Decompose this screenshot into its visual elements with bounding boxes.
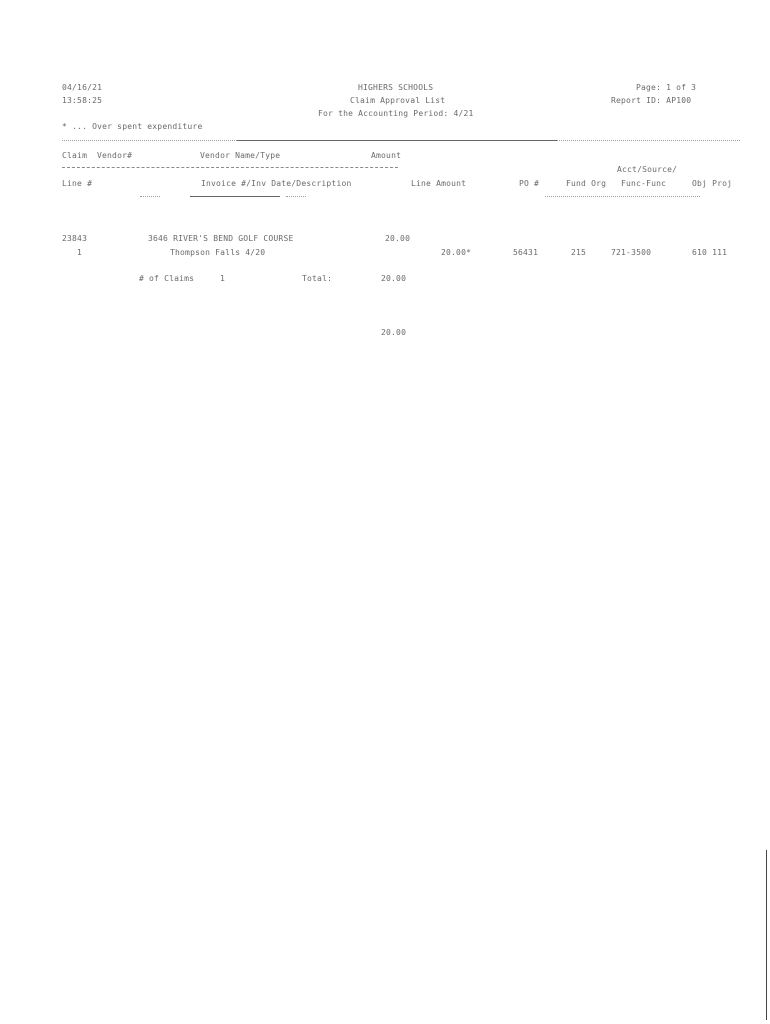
col-header-amount: Amount [371,151,402,160]
col-header-po: PO # [519,179,540,188]
report-title: Claim Approval List [350,96,446,105]
col-header-claim: Claim [62,151,88,160]
organization-name: HIGHERS SCHOOLS [358,83,434,92]
claims-count-label: # of Claims [139,274,195,283]
report-date: 04/16/21 [62,83,103,92]
line-fund: 215 [571,248,587,257]
page-number: Page: 1 of 3 [636,83,697,92]
col-header-acct-source: Acct/Source/ [617,165,678,174]
line-amount: 20.00* [441,248,472,257]
col-header-line: Line # [62,179,93,188]
line-po: 56431 [513,248,539,257]
scan-edge-mark [766,850,767,1020]
col-header-rule-1 [62,167,398,168]
col-header-func: Func-Func [621,179,667,188]
col-header-rule-2b [190,196,280,197]
overspent-note: * ... Over spent expenditure [62,122,203,131]
line-description: Thompson Falls 4/20 [170,248,266,257]
col-header-line-amount: Line Amount [411,179,467,188]
report-id: Report ID: AP100 [611,96,692,105]
col-header-vendor-type: Vendor Name/Type [200,151,281,160]
claim-amount: 20.00 [385,234,411,243]
col-header-rule-2d [545,196,700,197]
header-rule-left [62,140,237,141]
col-header-invoice: Invoice #/Inv Date/Description [201,179,352,188]
accounting-period: For the Accounting Period: 4/21 [318,109,474,118]
line-number: 1 [77,248,83,257]
col-header-obj-proj: Obj Proj [692,179,733,188]
col-header-vendor-no: Vendor# [97,151,133,160]
report-time: 13:58:25 [62,96,103,105]
col-header-rule-2a [140,196,160,197]
col-header-fund-org: Fund Org [566,179,607,188]
header-rule-right [557,140,740,141]
claim-number: 23843 [62,234,88,243]
header-rule-main [237,140,557,141]
claim-vendor: 3646 RIVER'S BEND GOLF COURSE [148,234,294,243]
line-acct: 721-3500 [611,248,652,257]
claims-count: 1 [220,274,226,283]
line-obj: 610 111 [692,248,728,257]
grand-total: 20.00 [381,328,407,337]
col-header-rule-2c [286,196,306,197]
total-amount: 20.00 [381,274,407,283]
total-label: Total: [302,274,333,283]
